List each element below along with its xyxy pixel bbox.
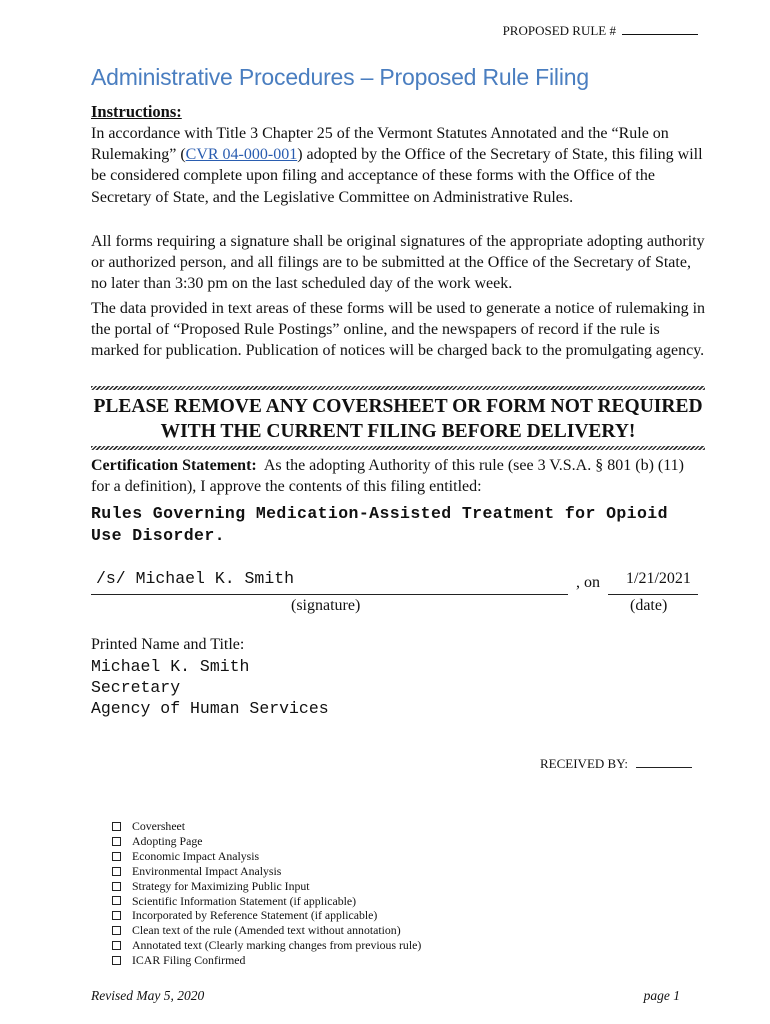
hatched-divider-bottom [91,446,705,450]
revised-date: Revised May 5, 2020 [91,988,205,1003]
proposed-rule-number [503,23,698,39]
checklist-label: Strategy for Maximizing Public Input [132,878,310,893]
checkbox[interactable] [112,837,121,846]
instructions-paragraph-1 [91,123,705,208]
checklist-item[interactable] [112,938,421,953]
checklist-label: Scientific Information Statement (if applicable) [132,893,357,908]
checklist-item[interactable] [112,849,421,864]
signature-caption: (signature) [291,597,361,614]
checkbox[interactable] [112,882,121,891]
proposed-rule-label: PROPOSED RULE # [502,23,616,38]
printed-name: Michael K. Smith [91,657,250,676]
received-by [540,756,692,772]
checklist-item[interactable] [112,894,421,909]
warning-banner: PLEASE REMOVE ANY COVERSHEET OR FORM NOT REQUIRED WITH THE CURRENT FILING BEFORE DELIVERY! [93,396,703,442]
certification-label: Certification Statement: [91,457,257,474]
instructions-heading: Instructions: [91,102,182,121]
checkbox[interactable] [112,956,121,965]
checklist-item[interactable] [112,879,421,894]
checkbox[interactable] [112,822,121,831]
date-field[interactable]: 1/21/2021 [626,570,691,587]
signature-field[interactable]: /s/ Michael K. Smith [96,569,295,588]
checklist-label: ICAR Filing Confirmed [132,953,246,968]
printed-agency: Agency of Human Services [91,699,329,718]
instructions-paragraph-3: The data provided in text areas of these forms will be used to generate a notice of rulemaking in the portal of “Proposed Rule Postings” online, and the newspapers of record if the rule is marked for publication. Publication of notices will be charged back to the promulgating agency. [91,300,706,360]
printed-name-label: Printed Name and Title: [91,636,245,653]
checkbox[interactable] [112,852,121,861]
checkbox[interactable] [112,926,121,935]
checkbox[interactable] [112,941,121,950]
received-by-blank[interactable] [636,757,692,768]
checklist-item[interactable] [112,864,421,879]
p1-text-before: In accordance with Title 3 Chapter 25 of the Vermont Statutes Annotated and the “Rule on Rulemaking” ( [91,125,669,164]
received-by-label: RECEIVED BY: [540,756,628,771]
checkbox[interactable] [112,896,121,905]
page-number: page 1 [643,988,680,1003]
checkbox[interactable] [112,867,121,876]
checklist-item[interactable] [112,923,421,938]
checklist-label: Adopting Page [132,833,203,848]
checklist-label: Clean text of the rule (Amended text without annotation) [132,923,401,938]
certification-text: As the adopting Authority of this rule (see 3 V.S.A. § 801 (b) (11) for a definition), I approve the contents of this filing entitled: [91,457,684,496]
checklist-item[interactable] [112,819,421,834]
p1-text-after: ) adopted by the Office of the Secretary of State, this filing will be considered complete upon filing and acceptance of these forms with the Office of the Secretary of State, and the Legislative Committee on Administrative Rules. [91,146,703,206]
printed-title: Secretary [91,678,181,697]
checklist-item[interactable] [112,953,421,968]
checklist-label: Annotated text (Clearly marking changes from previous rule) [132,938,422,953]
hatched-divider-top [91,386,705,390]
printed-name-field[interactable] [91,656,329,719]
checklist-label: Incorporated by Reference Statement (if applicable) [132,908,378,923]
checklist-item[interactable] [112,834,421,849]
certification-statement [91,455,705,497]
filing-checklist [112,819,421,968]
instructions-paragraph-2: All forms requiring a signature shall be original signatures of the appropriate adopting authority or authorized person, and all filings are to be submitted at the Office of the Secretary of State, no later than 3:30 pm on the last scheduled day of the work week. [91,233,705,293]
signature-line [91,594,568,595]
checklist-label: Economic Impact Analysis [132,848,260,863]
date-caption: (date) [630,597,668,614]
checklist-label: Environmental Impact Analysis [132,863,282,878]
proposed-rule-blank[interactable] [622,23,698,35]
rule-title-field[interactable]: Rules Governing Medication-Assisted Treatment for Opioid Use Disorder. [91,504,668,545]
date-line [608,594,698,595]
page-title: Administrative Procedures – Proposed Rule Filing [91,64,589,90]
checklist-item[interactable] [112,908,421,923]
checkbox[interactable] [112,911,121,920]
cvr-link[interactable]: CVR 04-000-001 [185,146,298,164]
checklist-label: Coversheet [132,819,186,833]
on-label: , on [576,574,600,591]
